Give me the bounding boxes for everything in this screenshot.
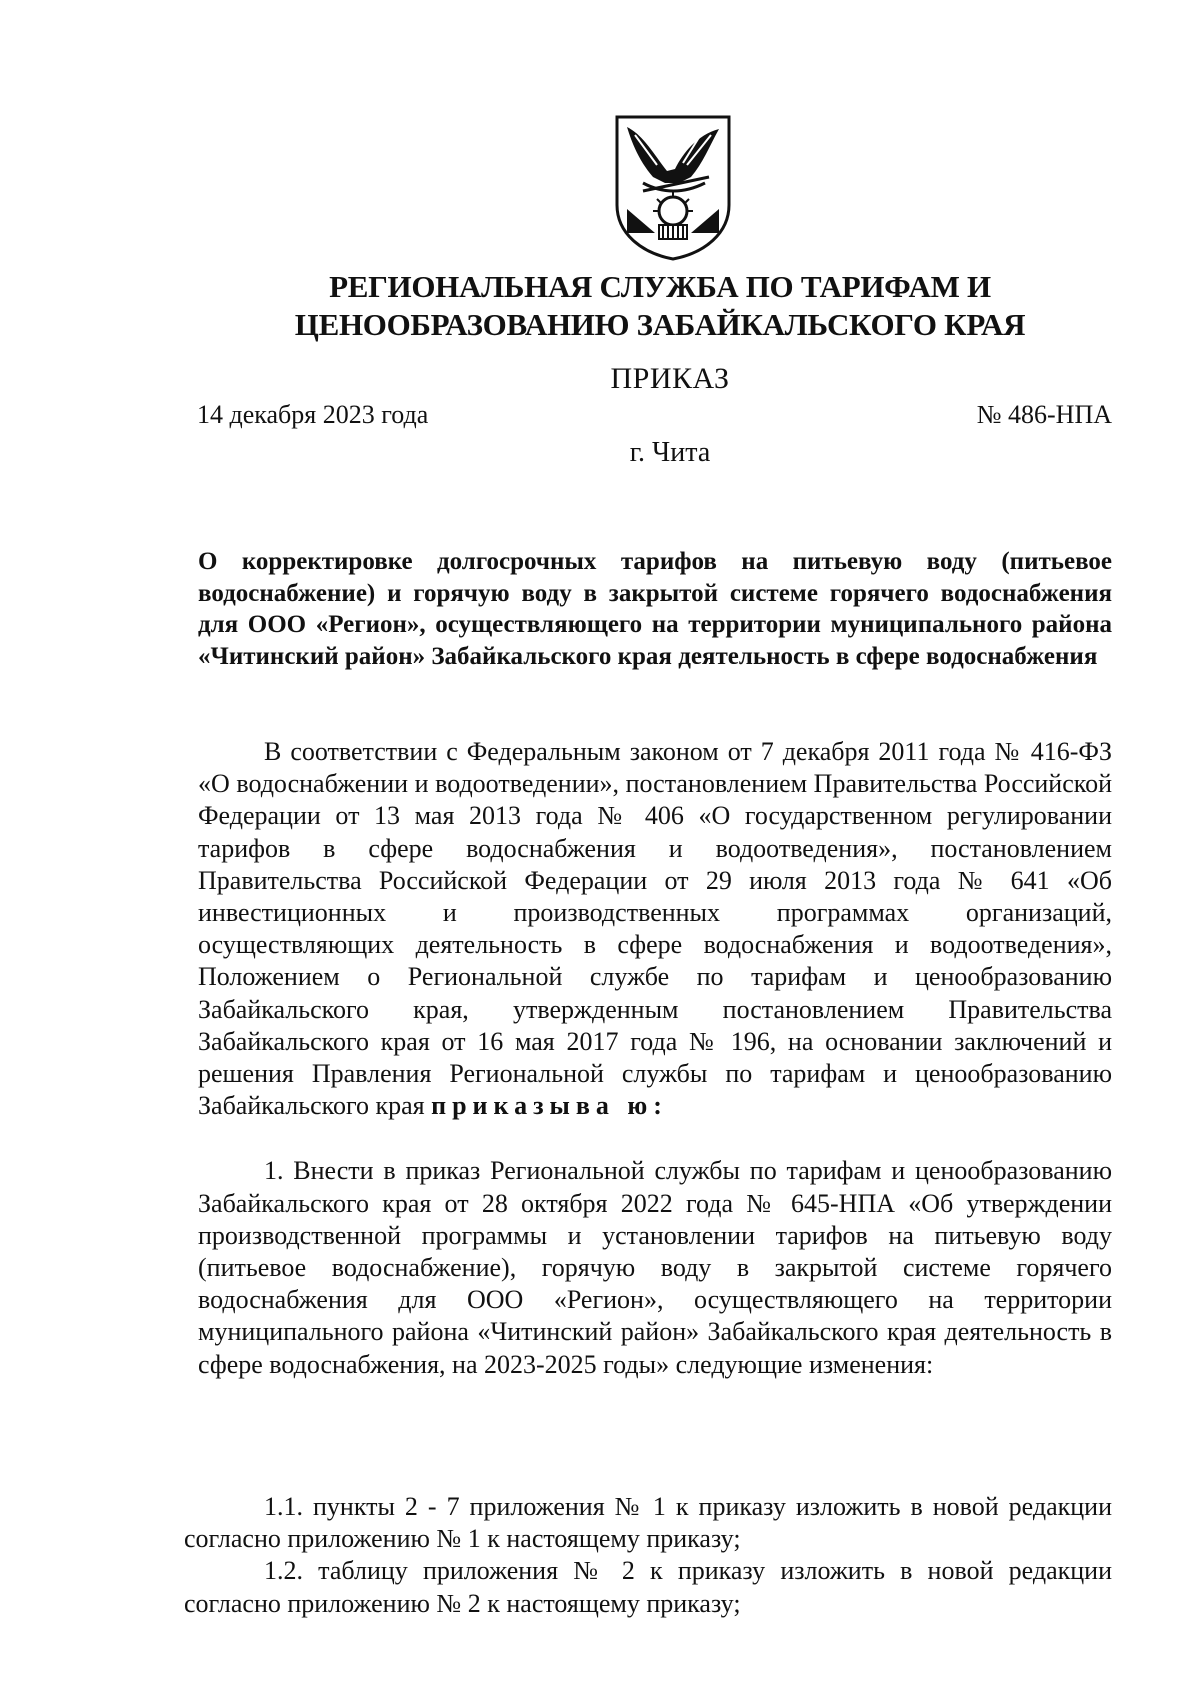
agency-name-line-1: РЕГИОНАЛЬНАЯ СЛУЖБА ПО ТАРИФАМ И bbox=[329, 269, 991, 304]
document-number: № 486-НПА bbox=[976, 400, 1112, 429]
document-type: ПРИКАЗ bbox=[610, 362, 730, 395]
document-date: 14 декабря 2023 года bbox=[197, 400, 429, 429]
coat-of-arms-emblem bbox=[613, 113, 733, 263]
document-city: г. Чита bbox=[629, 437, 711, 468]
agency-name bbox=[240, 268, 1080, 344]
order-word: приказыва ю: bbox=[431, 1091, 668, 1121]
item-1-2-paragraph: 1.2. таблицу приложения № 2 к приказу изложить в новой редакции согласно приложению № 2 к настоящему приказу; bbox=[184, 1556, 1112, 1618]
agency-name-line-2: ЦЕНООБРАЗОВАНИЮ ЗАБАЙКАЛЬСКОГО КРАЯ bbox=[294, 307, 1026, 342]
item-1-1-paragraph: 1.1. пункты 2 - 7 приложения № 1 к приказу изложить в новой редакции согласно приложению № 1 к настоящему приказу; bbox=[184, 1492, 1112, 1554]
document-body bbox=[198, 736, 1112, 1381]
preamble-paragraph bbox=[198, 736, 1112, 1122]
item-1-1-block bbox=[184, 1491, 1112, 1620]
item-1-paragraph: 1. Внести в приказ Региональной службы по тарифам и ценообразованию Забайкальского края от 28 октября 2022 года № 645-НПА «Об утверждении производственной программы и установлении тарифов на питьевую воду (питьевое водоснабжение), горячую воду в закрытой системе горячего водоснабжения для ООО «Регион», осуществляющего на территории муниципального района «Читинский район» Забайкальского края деятельность в сфере водоснабжения, на 2023-2025 годы» следующие изменения: bbox=[198, 1156, 1112, 1379]
preamble-text: В соответствии с Федеральным законом от 7 декабря 2011 года № 416-ФЗ «О водоснабжении и водоотведении», постановлением Правительства Российской Федерации от 13 мая 2013 года № 406 «О государственном регулировании тарифов в сфере водоснабжения и водоотведения», постановлением Правительства Российской Федерации от 29 июля 2013 года № 641 «Об инвестиционных и производственных программах организаций, осуществляющих деятельность в сфере водоснабжения и водоотведения», Положением о Региональной службе по тарифам и ценообразованию Забайкальского края, утвержденным постановлением Правительства Забайкальского края от 16 мая 2017 года № 196, на основании заключений и решения Правления Региональной службы по тарифам и ценообразованию Забайкальского края bbox=[198, 737, 1112, 1121]
document-title: О корректировке долгосрочных тарифов на питьевую воду (питьевое водоснабжение) и горячую воду в закрытой системе горячего водоснабжения для ООО «Регион», осуществляющего на территории муниципального района «Читинский район» Забайкальского края деятельность в сфере водоснабжения bbox=[198, 548, 1112, 670]
